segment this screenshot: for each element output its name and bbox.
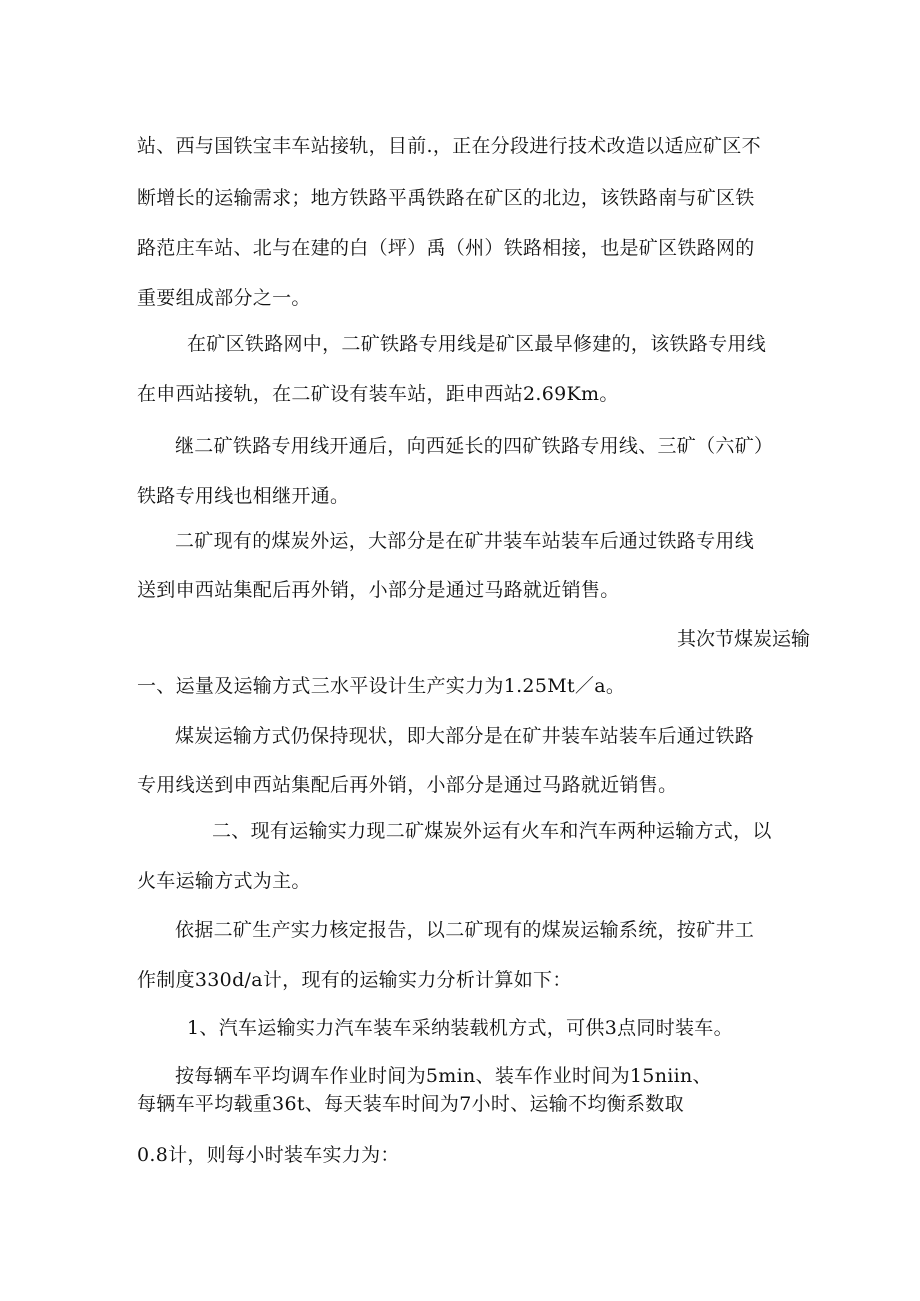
paragraph-line-1: 站、西与国铁宝丰车站接轨，目前.，正在分段进行技术改造以适应矿区不 [137, 135, 761, 157]
section-heading: 其次节煤炭运输 [676, 628, 810, 650]
paragraph-line-21: 每辆车平均载重36t、每天装车时间为7小时、运输不均衡系数取 [137, 1093, 684, 1115]
paragraph-line-5: 在矿区铁路网中，二矿铁路专用线是矿区最早修建的，该铁路专用线 [187, 333, 767, 355]
paragraph-line-17: 依据二矿生产实力核定报告，以二矿现有的煤炭运输系统，按矿井工 [175, 919, 755, 941]
paragraph-line-8: 铁路专用线也相继开通。 [137, 485, 350, 507]
paragraph-line-4: 重要组成部分之一。 [137, 287, 311, 309]
paragraph-line-16: 火车运输方式为主。 [137, 870, 311, 892]
paragraph-line-12: 一、运量及运输方式三水平设计生产实力为1.25Mt／a。 [137, 675, 626, 697]
paragraph-line-9: 二矿现有的煤炭外运，大部分是在矿井装车站装车后通过铁路专用线 [175, 530, 755, 552]
paragraph-line-10: 送到申西站集配后再外销，小部分是通过马路就近销售。 [137, 579, 620, 601]
paragraph-line-6: 在申西站接轨，在二矿设有装车站，距申西站2.69Km。 [137, 383, 619, 405]
paragraph-line-14: 专用线送到申西站集配后再外销，小部分是通过马路就近销售。 [137, 774, 678, 796]
paragraph-line-2: 断增长的运输需求；地方铁路平禹铁路在矿区的北边，该铁路南与矿区铁 [137, 187, 755, 209]
paragraph-line-15: 二、现有运输实力现二矿煤炭外运有火车和汽车两种运输方式，以 [212, 820, 772, 842]
paragraph-line-7: 继二矿铁路专用线开通后，向西延长的四矿铁路专用线、三矿（六矿） [175, 435, 774, 457]
paragraph-line-19: 1、汽车运输实力汽车装车采纳装载机方式，可供3点同时装车。 [187, 1017, 733, 1039]
paragraph-line-22: 0.8计，则每小时装车实力为： [137, 1144, 400, 1166]
paragraph-line-13: 煤炭运输方式仍保持现状，即大部分是在矿井装车站装车后通过铁路 [175, 725, 755, 747]
paragraph-line-18: 作制度330d/a计，现有的运输实力分析计算如下： [137, 969, 572, 991]
paragraph-line-20: 按每辆车平均调车作业时间为5min、装车作业时间为15niin、 [175, 1065, 712, 1087]
paragraph-line-3: 路范庄车站、北与在建的白（坪）禹（州）铁路相接，也是矿区铁路网的 [137, 237, 755, 259]
